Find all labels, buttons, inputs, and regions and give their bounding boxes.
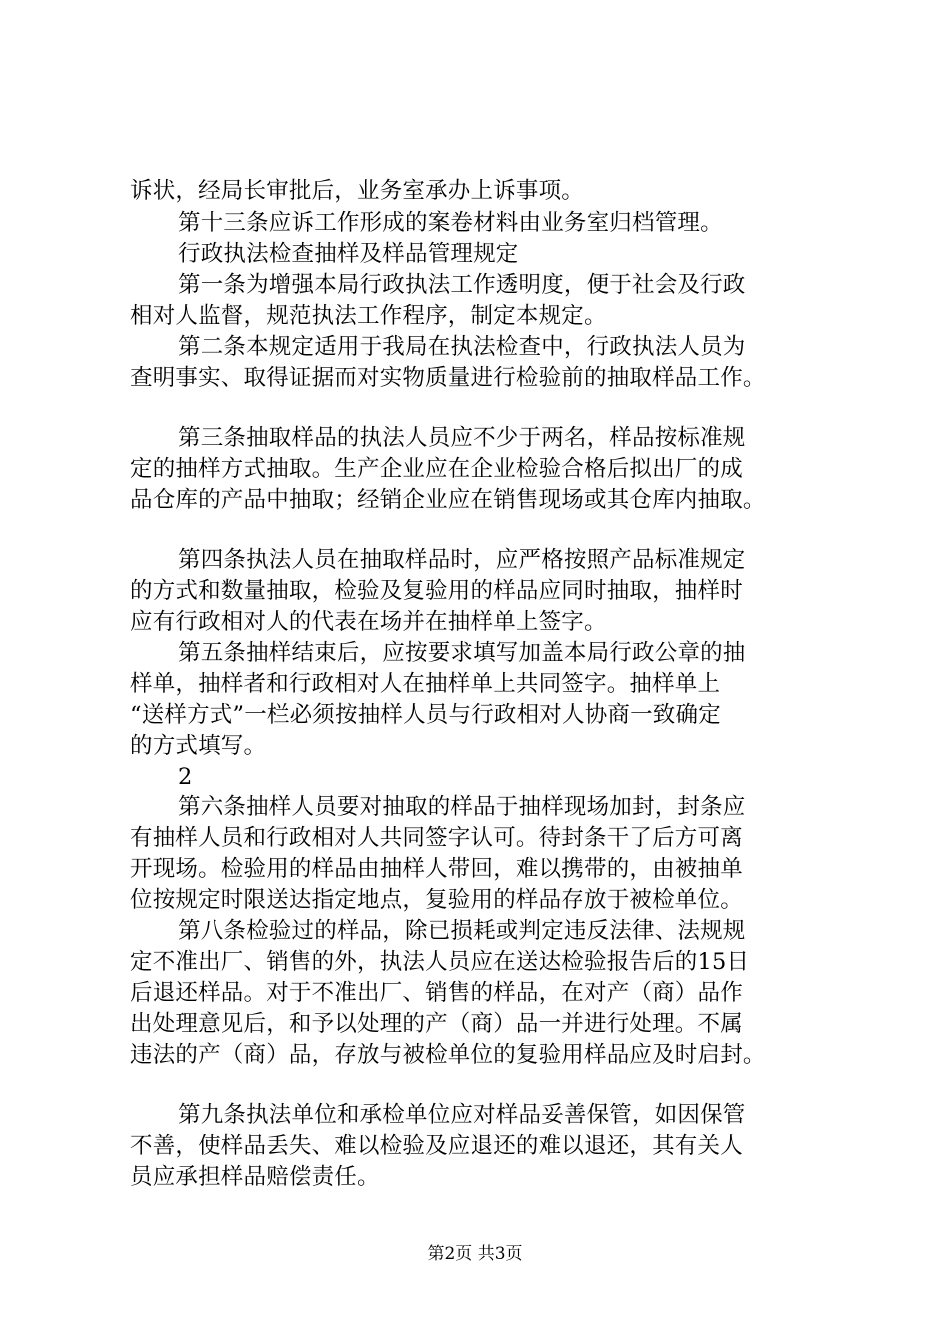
text-line-7: 查明事实、取得证据而对实物质量进行检验前的抽取样品工作。 — [130, 365, 766, 391]
text-line-8: 第三条抽取样品的执法人员应不少于两名，样品按标准规 — [178, 425, 746, 451]
page-footer: 第2页 共3页 — [427, 1244, 523, 1264]
text-line-25: 后退还样品。对于不准出厂、销售的样品，在对产（商）品作 — [130, 980, 743, 1006]
text-line-15: 样单，抽样者和行政相对人在抽样单上共同签字。抽样单上 — [130, 671, 721, 697]
text-line-17: 的方式填写。 — [130, 733, 267, 759]
section-heading: 行政执法检查抽样及样品管理规定 — [178, 241, 519, 267]
text-line-30: 员应承担样品赔偿责任。 — [130, 1164, 380, 1190]
text-line-9: 定的抽样方式抽取。生产企业应在企业检验合格后拟出厂的成 — [130, 456, 743, 482]
text-line-13: 应有行政相对人的代表在场并在抽样单上签字。 — [130, 609, 607, 635]
text-line-16: “送样方式”一栏必须按抽样人员与行政相对人协商一致确定 — [130, 702, 721, 728]
text-line-1: 诉状，经局长审批后，业务室承办上诉事项。 — [130, 178, 585, 204]
text-line-24: 定不准出厂、销售的外，执法人员应在送达检验报告后的15日 — [130, 949, 750, 975]
text-line-29: 不善，使样品丢失、难以检验及应退还的难以退还，其有关人 — [130, 1133, 743, 1159]
inline-page-number: 2 — [178, 764, 193, 790]
text-line-23: 第八条检验过的样品，除已损耗或判定违反法律、法规规 — [178, 918, 746, 944]
text-line-2: 第十三条应诉工作形成的案卷材料由业务室归档管理。 — [178, 210, 723, 236]
text-line-6: 第二条本规定适用于我局在执法检查中，行政执法人员为 — [178, 334, 746, 360]
text-line-4: 第一条为增强本局行政执法工作透明度，便于社会及行政 — [178, 272, 746, 298]
text-line-14: 第五条抽样结束后，应按要求填写加盖本局行政公章的抽 — [178, 640, 746, 666]
text-line-11: 第四条执法人员在抽取样品时，应严格按照产品标准规定 — [178, 547, 746, 573]
text-line-28: 第九条执法单位和承检单位应对样品妥善保管，如因保管 — [178, 1102, 746, 1128]
text-line-26: 出处理意见后，和予以处理的产（商）品一并进行处理。不属 — [130, 1011, 743, 1037]
text-line-22: 位按规定时限送达指定地点，复验用的样品存放于被检单位。 — [130, 887, 743, 913]
text-line-21: 开现场。检验用的样品由抽样人带回，难以携带的，由被抽单 — [130, 856, 743, 882]
text-line-27: 违法的产（商）品，存放与被检单位的复验用样品应及时启封。 — [130, 1042, 766, 1068]
text-line-20: 有抽样人员和行政相对人共同签字认可。待封条干了后方可离 — [130, 825, 743, 851]
text-line-12: 的方式和数量抽取，检验及复验用的样品应同时抽取，抽样时 — [130, 578, 743, 604]
text-line-19: 第六条抽样人员要对抽取的样品于抽样现场加封，封条应 — [178, 794, 746, 820]
text-line-5: 相对人监督，规范执法工作程序，制定本规定。 — [130, 303, 607, 329]
text-line-10: 品仓库的产品中抽取；经销企业应在销售现场或其仓库内抽取。 — [130, 487, 766, 513]
